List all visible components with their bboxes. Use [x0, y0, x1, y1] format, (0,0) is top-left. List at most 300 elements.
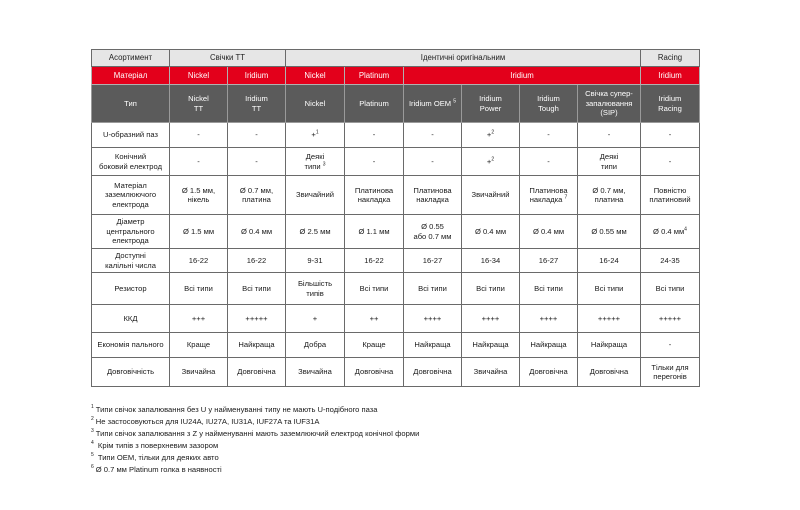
cell-line: [347, 284, 401, 293]
cell-line: [230, 157, 283, 166]
cell-line: [643, 284, 697, 293]
table-cell: [641, 333, 700, 358]
cell-line: [580, 367, 638, 376]
cell-text: Деякі: [599, 152, 619, 162]
cell-line: [464, 284, 517, 293]
cell-text: +: [311, 130, 316, 140]
cell-line: [580, 284, 638, 293]
table-cell: [228, 148, 286, 176]
table-cell: [462, 215, 520, 249]
material-cell: Iridium: [228, 67, 286, 85]
cell-text: Всі типи: [476, 283, 505, 293]
spark-plug-comparison-table: [91, 49, 700, 387]
table-cell: [228, 305, 286, 333]
row-label-line: електрода: [112, 199, 149, 209]
table-cell: [462, 333, 520, 358]
row-label: [92, 358, 170, 387]
cell-text: Всі типи: [594, 283, 624, 293]
cell-text: Ø 0.55: [421, 222, 444, 232]
type-row: [92, 85, 700, 123]
cell-text: Всі типи: [359, 283, 389, 293]
row-label-line: боковий електрод: [98, 161, 163, 171]
table-cell: [578, 176, 641, 215]
cell-line: [580, 130, 638, 139]
type-text: Iridium OEM: [408, 98, 452, 108]
cell-text: ++++: [481, 313, 500, 323]
table-cell: [641, 215, 700, 249]
table-cell: [462, 249, 520, 273]
cell-line: [580, 227, 638, 236]
table-cell: [520, 148, 578, 176]
cell-line: [406, 314, 459, 323]
cell-line: [464, 314, 517, 323]
cell-line: [172, 130, 225, 139]
cell-text: -: [607, 130, 611, 140]
table-cell: [404, 215, 462, 249]
cell-line: [464, 157, 517, 166]
material-cell: Nickel: [286, 67, 345, 85]
table-cell: [520, 358, 578, 387]
type-line: TT: [193, 103, 204, 113]
type-cell: [170, 85, 228, 123]
type-line: Tough: [538, 103, 559, 113]
group-row-label: Асортимент: [92, 50, 170, 67]
table-cell: [404, 273, 462, 305]
table-cell: [520, 123, 578, 148]
cell-text: Тільки для: [651, 362, 689, 372]
row-label: [92, 123, 170, 148]
cell-line: [643, 130, 697, 139]
row-label-line: Резистор: [114, 283, 147, 293]
cell-text: Краще: [186, 340, 211, 350]
footnote: [91, 452, 701, 464]
cell-line: [406, 130, 459, 139]
cell-line: [464, 190, 517, 199]
cell-line: [230, 340, 283, 349]
cell-text: +++++: [658, 313, 682, 323]
footnote-ref: 1: [315, 129, 319, 136]
table-cell: [170, 305, 228, 333]
row-label: [92, 249, 170, 273]
table-cell: [170, 249, 228, 273]
table-cell: [404, 358, 462, 387]
heat-range-row: [92, 249, 700, 273]
cell-text: Найкраща: [590, 340, 628, 350]
cell-text: -: [668, 340, 672, 350]
cell-text: ++: [369, 313, 379, 323]
cell-line: [172, 367, 225, 376]
cell-line: [522, 227, 575, 236]
table-cell: [578, 273, 641, 305]
table-cell: [462, 123, 520, 148]
cell-line: [643, 227, 697, 236]
table-cell: [404, 123, 462, 148]
material-row-label: Матеріал: [92, 67, 170, 85]
cell-line: [464, 256, 517, 265]
cell-line: [464, 367, 517, 376]
material-row: [92, 67, 700, 85]
table-cell: [641, 273, 700, 305]
table-cell: [228, 358, 286, 387]
footnote: [91, 440, 701, 452]
cell-text: +++: [191, 313, 206, 323]
cell-line: [288, 152, 342, 161]
cell-text: Ø 0.4 мм: [474, 226, 507, 236]
cell-text: типи: [600, 161, 618, 171]
row-label-line: центрального: [106, 226, 155, 236]
table-cell: [170, 215, 228, 249]
cell-text: -: [431, 130, 434, 140]
table-cell: [641, 176, 700, 215]
row-label-line: калільні числа: [105, 260, 156, 270]
group-tt-plugs: Свічки TT: [170, 50, 286, 67]
type-line: Platinum: [359, 98, 389, 108]
type-line: (SIP): [600, 108, 618, 118]
type-cell: [228, 85, 286, 123]
efficiency-row: [92, 305, 700, 333]
cell-text: ++++: [423, 313, 442, 323]
table-cell: [641, 148, 700, 176]
footnote-text: Типи OEM, тільки для деяких авто: [95, 452, 219, 462]
cell-text: Всі типи: [184, 283, 213, 293]
table-cell: [520, 249, 578, 273]
row-label-line: ККД: [123, 313, 138, 323]
table-cell: [286, 215, 345, 249]
cell-line: [522, 130, 575, 139]
table-cell: [641, 305, 700, 333]
type-cell: [520, 85, 578, 123]
cell-line: [288, 367, 342, 376]
material-cell: Iridium: [641, 67, 700, 85]
footnote-number: 1: [91, 404, 94, 411]
cell-text: -: [372, 130, 376, 140]
row-label-line: Довговічність: [106, 367, 155, 377]
type-line: Iridium: [479, 94, 502, 104]
table-cell: [345, 305, 404, 333]
table-cell: [228, 176, 286, 215]
ground-electrode-row: [92, 176, 700, 215]
cell-text: -: [197, 156, 200, 166]
cell-line: [172, 314, 225, 323]
table-cell: [228, 273, 286, 305]
cell-line: [643, 372, 697, 381]
cell-line: [288, 279, 342, 288]
cell-text: Ø 0.55 мм: [591, 226, 627, 236]
cell-line: [288, 256, 342, 265]
footnote-ref: 2: [491, 156, 495, 163]
cell-line: [643, 314, 697, 323]
cell-text: Довговічна: [237, 367, 276, 377]
row-label: [92, 273, 170, 305]
table-cell: [286, 249, 345, 273]
cell-line: [230, 186, 283, 195]
table-cell: [520, 215, 578, 249]
type-line: [406, 99, 459, 108]
cell-text: Найкраща: [414, 340, 451, 350]
table-cell: [286, 358, 345, 387]
cell-text: накладка: [529, 195, 563, 204]
table-cell: [345, 215, 404, 249]
cell-line: [347, 340, 401, 349]
cell-line: [643, 363, 697, 372]
type-line: запалювання: [585, 98, 633, 108]
cell-text: Платинова: [354, 185, 394, 195]
type-line: Power: [479, 103, 502, 113]
footnote-text: Крім типів з поверхневим зазором: [95, 440, 219, 450]
cell-text: -: [255, 130, 258, 140]
cell-text: Всі типи: [655, 283, 685, 293]
type-line: Racing: [658, 103, 682, 113]
cell-line: [172, 284, 225, 293]
cell-line: [288, 227, 342, 236]
cell-line: [464, 340, 517, 349]
table-cell: [520, 273, 578, 305]
footnote-number: 3: [91, 428, 94, 435]
cell-text: +: [312, 313, 318, 323]
row-label-line: електрода: [112, 236, 149, 246]
cell-line: [347, 157, 401, 166]
cell-line: [347, 186, 401, 195]
cell-line: [522, 367, 575, 376]
cell-text: платиновий: [649, 195, 691, 204]
cell-line: [230, 256, 283, 265]
cell-text: Платинова: [413, 185, 452, 195]
cell-text: Найкраща: [472, 340, 509, 350]
material-cell: Iridium: [404, 67, 641, 85]
cell-text: Більшість: [297, 279, 333, 289]
table-cell: [286, 333, 345, 358]
cell-text: 16-22: [364, 255, 384, 265]
table-cell: [170, 176, 228, 215]
table-cell: [170, 273, 228, 305]
cell-line: [288, 162, 342, 171]
table-cell: [170, 123, 228, 148]
cell-text: +++++: [597, 313, 621, 323]
cell-text: -: [255, 156, 258, 166]
row-label-line: U-образний паз: [103, 130, 158, 140]
type-row-label: Тип: [92, 85, 170, 123]
cell-line: [464, 227, 517, 236]
cell-line: [580, 340, 638, 349]
type-line: Iridium: [245, 94, 268, 104]
cell-line: [288, 314, 342, 323]
cell-text: +: [486, 130, 492, 140]
cell-text: або 0.7 мм: [413, 231, 452, 241]
group-header-row: [92, 50, 700, 67]
cell-line: [172, 256, 225, 265]
cell-line: [643, 340, 697, 349]
cell-text: 16-27: [422, 255, 443, 265]
table-cell: [520, 333, 578, 358]
cell-line: [406, 222, 459, 231]
table-cell: [404, 148, 462, 176]
cell-text: Ø 1.1 мм: [358, 226, 390, 236]
cell-text: Звичайна: [181, 367, 216, 377]
cell-line: [347, 367, 401, 376]
cell-text: 16-22: [246, 255, 267, 265]
cell-text: Довговічна: [413, 367, 452, 377]
footnote-ref: 7: [564, 194, 568, 201]
cell-text: -: [372, 156, 376, 166]
table-cell: [404, 176, 462, 215]
cell-text: Найкраща: [530, 340, 567, 350]
table-cell: [462, 148, 520, 176]
table-cell: [286, 176, 345, 215]
material-cell: Platinum: [345, 67, 404, 85]
cell-text: Довговічна: [354, 367, 394, 377]
footnote-text: Типи свічок запалювання без U у найменуванні типу не мають U-подібного паза: [95, 405, 378, 414]
resistor-row: [92, 273, 700, 305]
cell-line: [406, 195, 459, 204]
table-cell: [170, 148, 228, 176]
type-cell: [641, 85, 700, 123]
cell-line: [406, 340, 459, 349]
table-cell: [345, 176, 404, 215]
cell-text: накладка: [416, 195, 449, 204]
fuel-economy-row: [92, 333, 700, 358]
cell-text: Деякі: [305, 152, 325, 162]
table-cell: [345, 333, 404, 358]
cell-text: +++++: [245, 313, 268, 323]
cell-line: [522, 314, 575, 323]
cell-text: 24-35: [660, 255, 680, 265]
table-cell: [286, 148, 345, 176]
table-cell: [345, 123, 404, 148]
row-label: [92, 333, 170, 358]
cell-text: Ø 0.7 мм,: [239, 185, 274, 195]
row-label-line: Конічний: [114, 152, 147, 162]
table-cell: [228, 123, 286, 148]
footnote: [91, 428, 701, 440]
cell-line: [172, 195, 225, 204]
type-line: Iridium: [658, 94, 682, 104]
cell-text: Краще: [362, 340, 386, 350]
type-cell: [286, 85, 345, 123]
cell-line: [522, 340, 575, 349]
cell-line: [172, 340, 225, 349]
cell-line: [230, 367, 283, 376]
cell-line: [347, 256, 401, 265]
footnote-number: 6: [91, 464, 94, 470]
cell-text: Ø 0.4 мм: [532, 226, 565, 236]
cell-line: [580, 186, 638, 195]
table-cell: [228, 215, 286, 249]
cell-line: [522, 157, 575, 166]
cell-text: -: [668, 156, 672, 166]
cell-line: [288, 340, 342, 349]
table-cell: [462, 176, 520, 215]
footnote: [91, 464, 701, 476]
footnote-ref: 4: [684, 226, 687, 233]
cell-line: [580, 314, 638, 323]
cell-line: [406, 186, 459, 195]
footnote-text: Не застосовуються для IU24A, IU27A, IU31A, IUF27A та IUF31A: [95, 416, 320, 426]
row-label-line: Діаметр: [116, 217, 145, 227]
row-label: [92, 305, 170, 333]
table-cell: [578, 305, 641, 333]
cell-text: нікель: [187, 195, 210, 204]
row-label: [92, 215, 170, 249]
row-label: [92, 148, 170, 176]
material-cell: Nickel: [170, 67, 228, 85]
cell-text: Всі типи: [534, 283, 563, 293]
cell-line: [172, 227, 225, 236]
cell-line: [347, 227, 401, 236]
durability-row: [92, 358, 700, 387]
cell-line: [288, 289, 342, 298]
cell-text: Ø 1.5 мм: [182, 226, 215, 236]
cell-text: Ø 0.4 мм: [653, 226, 685, 236]
cell-line: [230, 227, 283, 236]
cell-text: перегонів: [653, 372, 687, 381]
spec-rows: [92, 123, 700, 387]
cell-text: типи: [304, 161, 321, 171]
row-label-line: заземлюючого: [104, 190, 157, 200]
cell-line: [522, 284, 575, 293]
cell-line: [522, 256, 575, 265]
table-cell: [641, 249, 700, 273]
cell-line: [580, 195, 638, 204]
cell-text: Повністю: [653, 185, 687, 195]
footnote-text: Ø 0.7 мм Platinum голка в наявності: [95, 464, 222, 474]
cell-line: [643, 256, 697, 265]
table-cell: [462, 358, 520, 387]
cell-line: [580, 256, 638, 265]
cell-text: -: [668, 130, 672, 140]
footnote-ref: 3: [322, 160, 326, 167]
footnote-number: 5: [91, 452, 94, 459]
row-label-line: Економія пального: [97, 340, 164, 350]
cell-text: Звичайна: [473, 367, 508, 377]
row-label: [92, 176, 170, 215]
cell-text: типів: [306, 288, 324, 298]
type-cell: [404, 85, 462, 123]
table-cell: [345, 273, 404, 305]
cell-line: [406, 284, 459, 293]
table-cell: [345, 249, 404, 273]
type-line: Nickel: [304, 98, 326, 108]
cell-text: 16-24: [599, 255, 619, 265]
type-line: Iridium: [537, 94, 560, 104]
cell-line: [580, 152, 638, 161]
footnote-number: 4: [91, 440, 94, 447]
table-cell: [462, 273, 520, 305]
table-cell: [641, 123, 700, 148]
cell-text: Довговічна: [529, 367, 568, 377]
table-cell: [462, 305, 520, 333]
cell-text: Звичайна: [298, 367, 332, 377]
table-cell: [578, 148, 641, 176]
table-cell: [404, 305, 462, 333]
cell-line: [580, 162, 638, 171]
cell-line: [230, 130, 283, 139]
type-line: Свічка супер-: [585, 89, 633, 99]
table-cell: [578, 215, 641, 249]
footnote-ref: 5: [453, 98, 457, 105]
cell-text: Ø 0.4 мм: [240, 226, 273, 236]
cell-text: Всі типи: [418, 283, 447, 293]
table-cell: [578, 358, 641, 387]
row-label-line: Матеріал: [114, 180, 147, 190]
cell-line: [288, 130, 342, 139]
spec-sheet: [91, 49, 699, 387]
cell-line: [406, 232, 459, 241]
cell-line: [172, 157, 225, 166]
cell-text: -: [547, 130, 550, 140]
cell-line: [347, 314, 401, 323]
cell-line: [643, 157, 697, 166]
cell-line: [406, 157, 459, 166]
